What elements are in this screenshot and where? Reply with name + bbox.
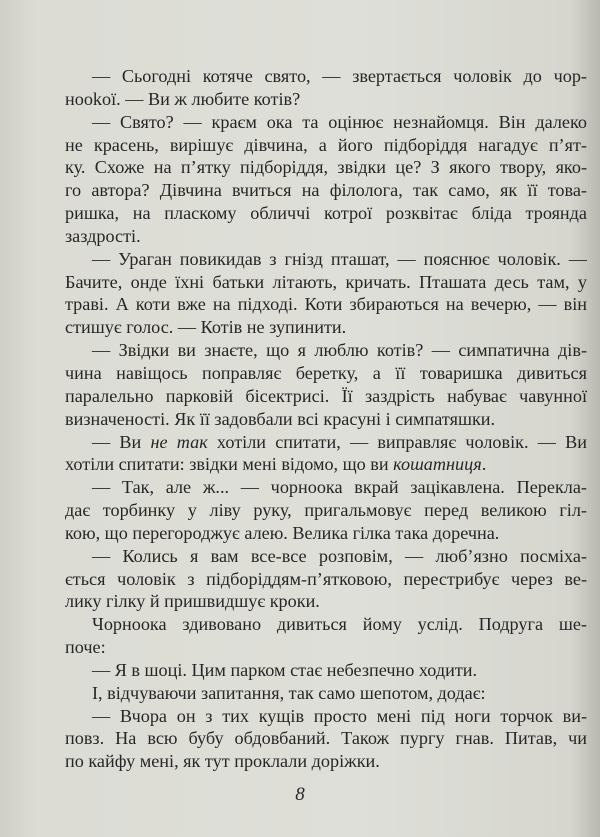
text-line bbox=[65, 248, 587, 271]
text-line bbox=[65, 111, 587, 134]
text-line bbox=[65, 545, 587, 568]
text-segment: дає торбинку у ліву руку, пригальмовує перед великою гіл- bbox=[65, 500, 587, 521]
book-page-text bbox=[65, 65, 587, 773]
italic-text: не так bbox=[150, 431, 208, 452]
text-line bbox=[65, 362, 587, 385]
page-number: 8 bbox=[295, 784, 305, 805]
text-line bbox=[65, 750, 587, 773]
text-segment: — Ви bbox=[92, 431, 151, 452]
text-line bbox=[65, 179, 587, 202]
text-segment: ється чоловік з підборіддям-п’ятковою, перестрибує через ве- bbox=[65, 568, 587, 589]
text-segment: кою, що перегороджує алею. Велика гілка така доречна. bbox=[65, 522, 500, 543]
text-segment: чина навіщось поправляє беретку, а її товаришка дивиться bbox=[65, 362, 587, 383]
text-segment: — Колись я вам все-все розповім, — люб’язно посміха- bbox=[92, 545, 587, 566]
text-line bbox=[65, 202, 587, 225]
text-segment: ку. Схоже на п’ятку підборіддя, звідки це? З якого твору, яко- bbox=[65, 157, 587, 178]
text-segment: заздрості. bbox=[65, 225, 141, 246]
text-line bbox=[65, 431, 587, 454]
text-segment: — Так, але ж... — чорноока вкрай зацікавлена. Перекла- bbox=[92, 477, 587, 498]
text-segment: паралельно парковій бісектрисі. Її заздрість набуває чавунної bbox=[65, 385, 587, 406]
text-line bbox=[65, 225, 587, 248]
text-segment: хотіли спитати: звідки мені відомо, що ви bbox=[65, 454, 394, 475]
text-segment: лику гілку й пришвидшує кроки. bbox=[65, 591, 320, 612]
text-segment: по кайфу мені, як тут проклали доріжки. bbox=[65, 751, 380, 772]
text-segment: І, відчуваючи запитання, так само шепотом, додає: bbox=[92, 682, 486, 703]
text-line bbox=[65, 659, 587, 682]
text-segment: нookої. — Ви ж любите котів? bbox=[65, 88, 301, 109]
text-line bbox=[65, 613, 587, 636]
text-segment: хотіли спитати, — виправляє чоловік. — Ви bbox=[207, 431, 587, 452]
text-segment: траві. А коти вже на підході. Коти збираються на вечерю, — він bbox=[65, 294, 587, 315]
text-segment: — Свято? — краєм ока та оцінює незнайомця. Він далеко bbox=[92, 111, 587, 132]
text-line bbox=[65, 385, 587, 408]
text-segment: го автора? Дівчина вчиться на філолога, так само, як її това- bbox=[65, 180, 587, 201]
text-segment: повз. На всю бубу обдовбаний. Також пургу гнав. Питав, чи bbox=[65, 728, 587, 749]
text-line bbox=[65, 636, 587, 659]
text-segment: — Сьогодні котяче свято, — звертається чоловік до чор- bbox=[92, 66, 587, 86]
text-line bbox=[65, 453, 587, 476]
text-segment: . bbox=[481, 454, 487, 475]
text-line bbox=[65, 88, 587, 111]
text-segment: — Я в шоці. Цим парком стає небезпечно ходити. bbox=[92, 659, 478, 680]
text-line bbox=[65, 293, 587, 316]
text-segment: стишує голос. — Котів не зупинити. bbox=[65, 317, 347, 338]
text-line bbox=[65, 682, 587, 705]
text-line bbox=[65, 316, 587, 339]
text-segment: Чорноока здивовано дивиться йому услід. Подруга ше- bbox=[92, 614, 587, 635]
text-line bbox=[65, 568, 587, 591]
text-segment: не красень, вирішує дівчина, а його підборіддя нагадує п’ят- bbox=[65, 134, 587, 155]
text-line bbox=[65, 522, 587, 545]
text-line bbox=[65, 134, 587, 157]
text-line bbox=[65, 408, 587, 431]
text-segment: — Ураган повикидав з гнізд пташат, — пояснює чоловік. — bbox=[92, 248, 587, 269]
text-line bbox=[65, 271, 587, 294]
text-segment: поче: bbox=[65, 637, 106, 658]
text-segment: визначеності. Як її задовбали всі красуні і симпатяшки. bbox=[65, 408, 496, 429]
text-segment: Бачите, онде їхні батьки літають, кричать. Пташата десь там, у bbox=[65, 271, 587, 292]
text-line bbox=[65, 705, 587, 728]
text-segment: — Вчора он з тих кущів просто мені під ноги торчок ви- bbox=[92, 705, 587, 726]
text-line bbox=[65, 156, 587, 179]
text-line bbox=[65, 499, 587, 522]
text-segment: ришка, на пласкому обличчі котрої розквітає бліда троянда bbox=[65, 203, 587, 224]
text-line bbox=[65, 590, 587, 613]
text-line bbox=[65, 727, 587, 750]
text-segment: — Звідки ви знаєте, що я люблю котів? — симпатична дів- bbox=[92, 340, 587, 361]
text-line bbox=[65, 476, 587, 499]
text-line bbox=[65, 65, 587, 88]
text-line bbox=[65, 339, 587, 362]
italic-text: кошатниця bbox=[393, 454, 482, 475]
